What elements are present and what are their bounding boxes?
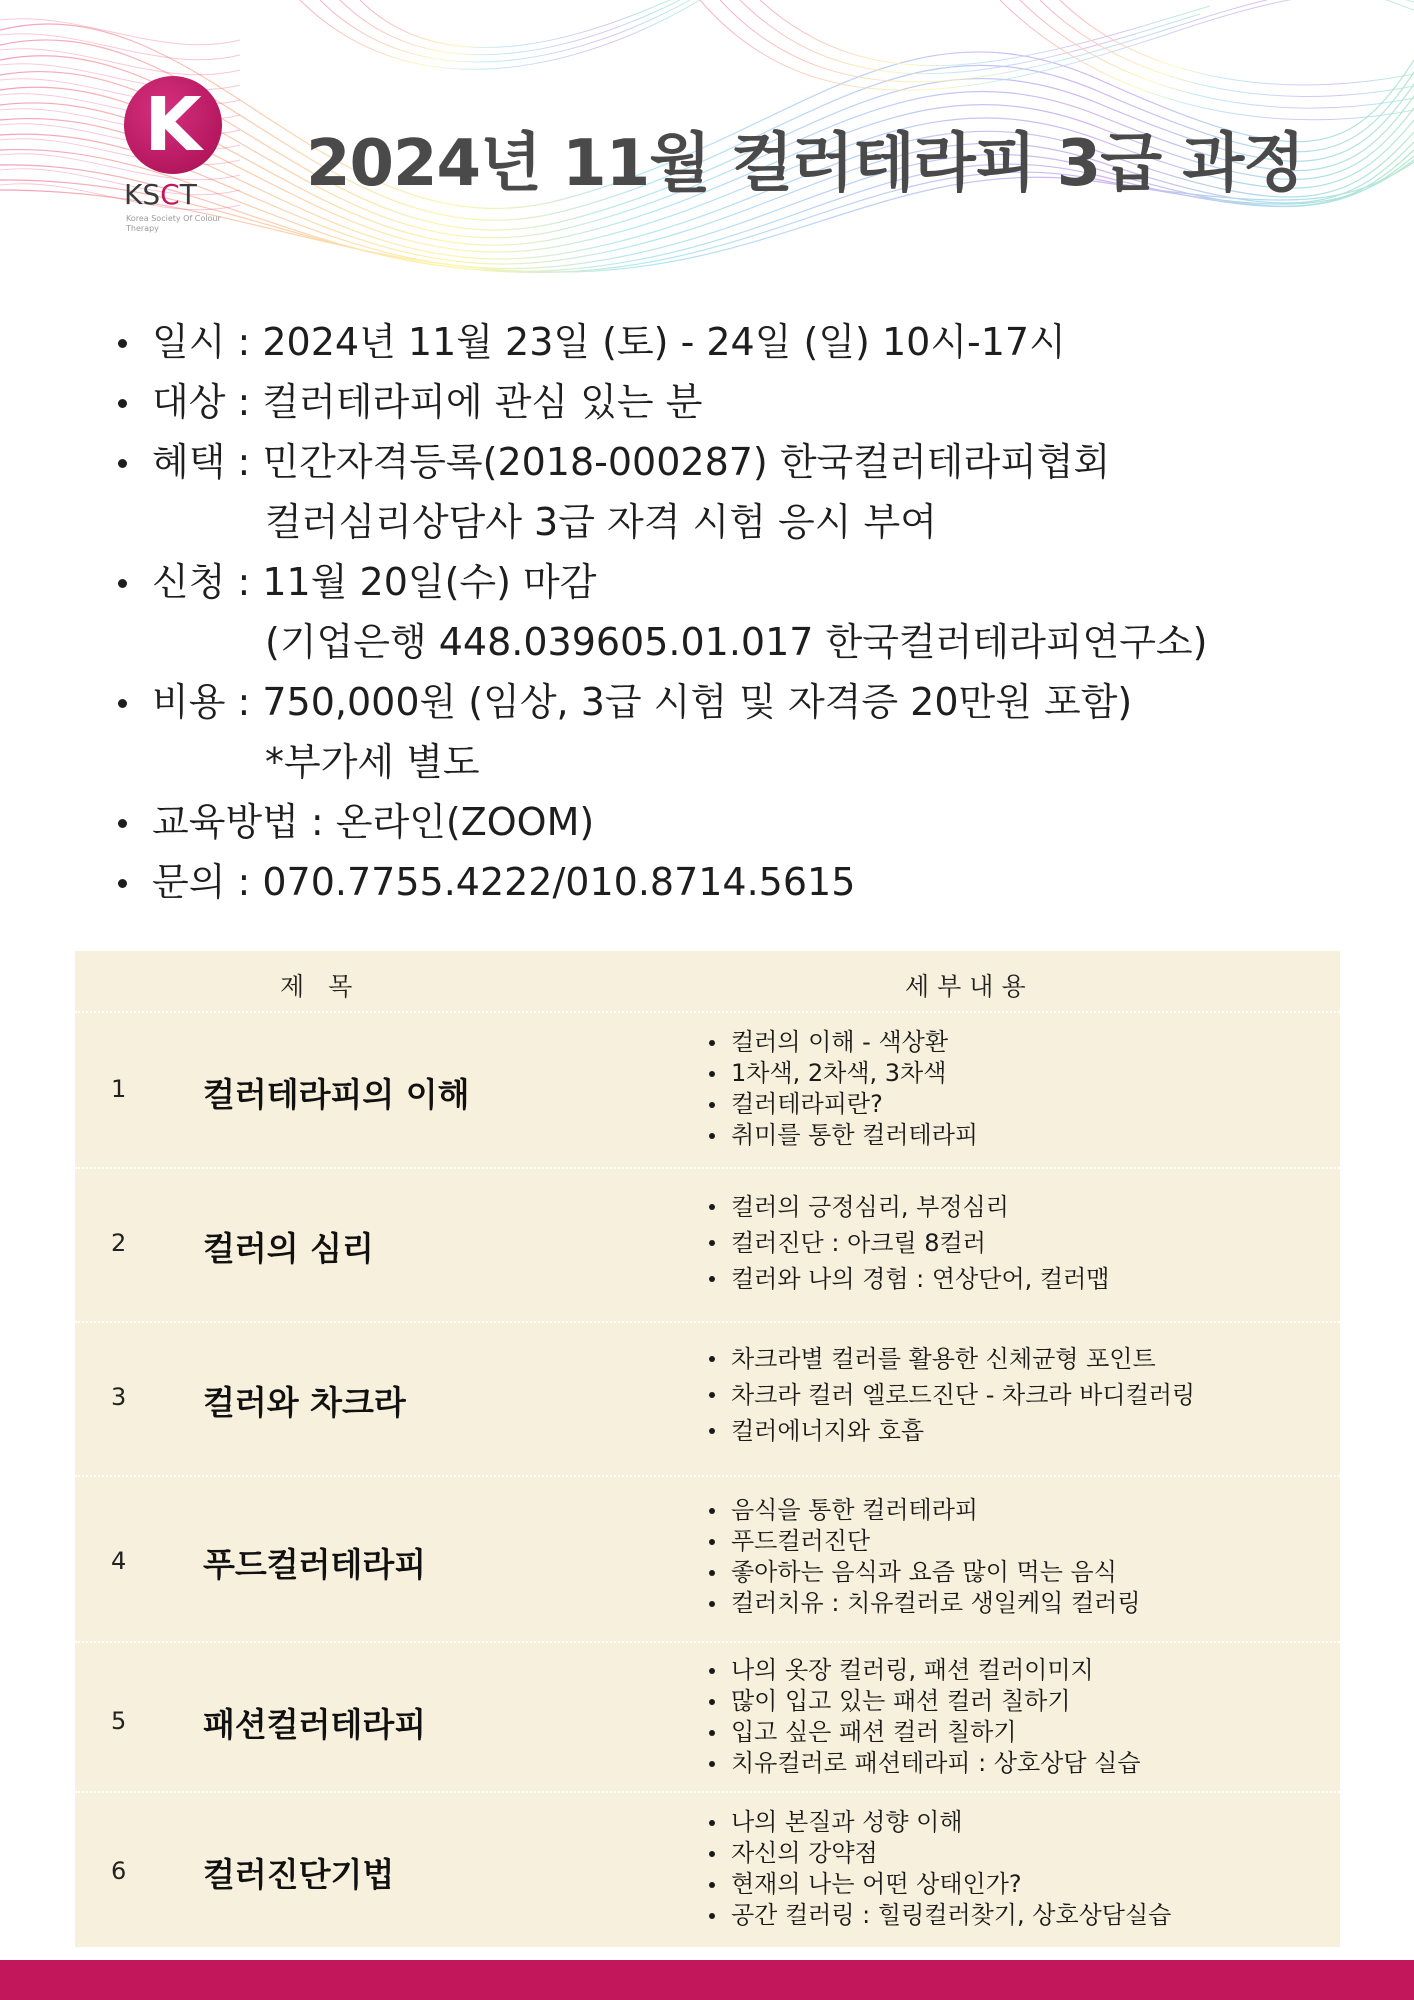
info-apply (112, 552, 1312, 672)
table-row (75, 1477, 1340, 1643)
course-info-list (112, 312, 1312, 912)
detail-item: 컬러의 긍정심리, 부정심리 (703, 1189, 1109, 1225)
row-details (703, 1807, 1171, 1931)
header-detail: 세부내용 (905, 972, 1034, 1001)
row-topic: 패션컬러테라피 (203, 1705, 427, 1744)
row-details (703, 1341, 1195, 1449)
table-row (75, 1169, 1340, 1323)
table-row (75, 1643, 1340, 1793)
ksct-logo (118, 72, 233, 242)
row-number: 4 (111, 1547, 127, 1575)
detail-item: 취미를 통한 컬러테라피 (703, 1120, 978, 1151)
page-title: 2024년 11월 컬러테라피 3급 과정 (305, 127, 1305, 201)
logo-name: KSCT (124, 178, 197, 211)
row-number: 3 (111, 1383, 127, 1411)
row-topic: 컬러진단기법 (203, 1855, 395, 1894)
detail-item: 차크라별 컬러를 활용한 신체균형 포인트 (703, 1341, 1195, 1377)
info-apply-line2: (기업은행 448.039605.01.017 한국컬러테라피연구소) (265, 620, 1208, 664)
row-details (703, 1655, 1141, 1779)
detail-item: 나의 옷장 컬러링, 패션 컬러이미지 (703, 1655, 1141, 1686)
row-details (703, 1189, 1109, 1297)
logo-letter: K (144, 82, 202, 168)
detail-item: 많이 입고 있는 패션 컬러 칠하기 (703, 1686, 1141, 1717)
detail-item: 현재의 나는 어떤 상태인가? (703, 1869, 1171, 1900)
detail-item: 푸드컬러진단 (703, 1526, 1141, 1557)
info-cost-line2: *부가세 별도 (265, 740, 480, 784)
detail-item: 컬러치유 : 치유컬러로 생일케잌 컬러링 (703, 1588, 1141, 1619)
row-topic: 컬러테라피의 이해 (203, 1075, 470, 1114)
table-row (75, 1793, 1340, 1947)
detail-item: 자신의 강약점 (703, 1838, 1171, 1869)
detail-item: 차크라 컬러 엘로드진단 - 차크라 바디컬러링 (703, 1377, 1195, 1413)
row-topic: 푸드컬러테라피 (203, 1545, 427, 1584)
info-contact: 문의 : 070.7755.4222/010.8714.5615 (112, 852, 1312, 912)
detail-item: 1차색, 2차색, 3차색 (703, 1058, 978, 1089)
info-cost-line1: 비용 : 750,000원 (임상, 3급 시험 및 자격증 20만원 포함) (152, 680, 1133, 724)
info-date: 일시 : 2024년 11월 23일 (토) - 24일 (일) 10시-17시 (112, 312, 1312, 372)
detail-item: 컬러에너지와 호흡 (703, 1413, 1195, 1449)
row-topic: 컬러와 차크라 (203, 1383, 406, 1422)
info-benefit (112, 432, 1312, 552)
footer-bar (0, 1960, 1414, 2000)
detail-item: 컬러와 나의 경험 : 연상단어, 컬러맵 (703, 1261, 1109, 1297)
detail-item: 좋아하는 음식과 요즘 많이 먹는 음식 (703, 1557, 1141, 1588)
row-number: 2 (111, 1229, 127, 1257)
detail-item: 컬러진단 : 아크릴 8컬러 (703, 1225, 1109, 1261)
curriculum-table (75, 951, 1340, 1947)
info-benefit-line1: 혜택 : 민간자격등록(2018-000287) 한국컬러테라피협회 (152, 440, 1111, 484)
info-benefit-line2: 컬러심리상담사 3급 자격 시험 응시 부여 (265, 500, 937, 544)
detail-item: 컬러의 이해 - 색상환 (703, 1027, 978, 1058)
row-number: 5 (111, 1707, 127, 1735)
header-title: 제목 (280, 972, 377, 1001)
detail-item: 치유컬러로 패션테라피 : 상호상담 실습 (703, 1748, 1141, 1779)
detail-item: 음식을 통한 컬러테라피 (703, 1495, 1141, 1526)
table-row (75, 1013, 1340, 1169)
detail-item: 나의 본질과 성향 이해 (703, 1807, 1171, 1838)
row-number: 6 (111, 1857, 127, 1885)
row-details (703, 1027, 978, 1151)
row-number: 1 (111, 1075, 127, 1103)
detail-item: 공간 컬러링 : 힐링컬러찾기, 상호상담실습 (703, 1900, 1171, 1931)
info-apply-line1: 신청 : 11월 20일(수) 마감 (152, 560, 597, 604)
info-method: 교육방법 : 온라인(ZOOM) (112, 792, 1312, 852)
detail-item: 컬러테라피란? (703, 1089, 978, 1120)
row-details (703, 1495, 1141, 1619)
info-cost (112, 672, 1312, 792)
row-topic: 컬러의 심리 (203, 1229, 374, 1268)
logo-subtitle: Korea Society Of Colour Therapy (126, 214, 221, 233)
table-row (75, 1323, 1340, 1477)
table-header (75, 951, 1340, 1013)
info-target: 대상 : 컬러테라피에 관심 있는 분 (112, 372, 1312, 432)
detail-item: 입고 싶은 패션 컬러 칠하기 (703, 1717, 1141, 1748)
